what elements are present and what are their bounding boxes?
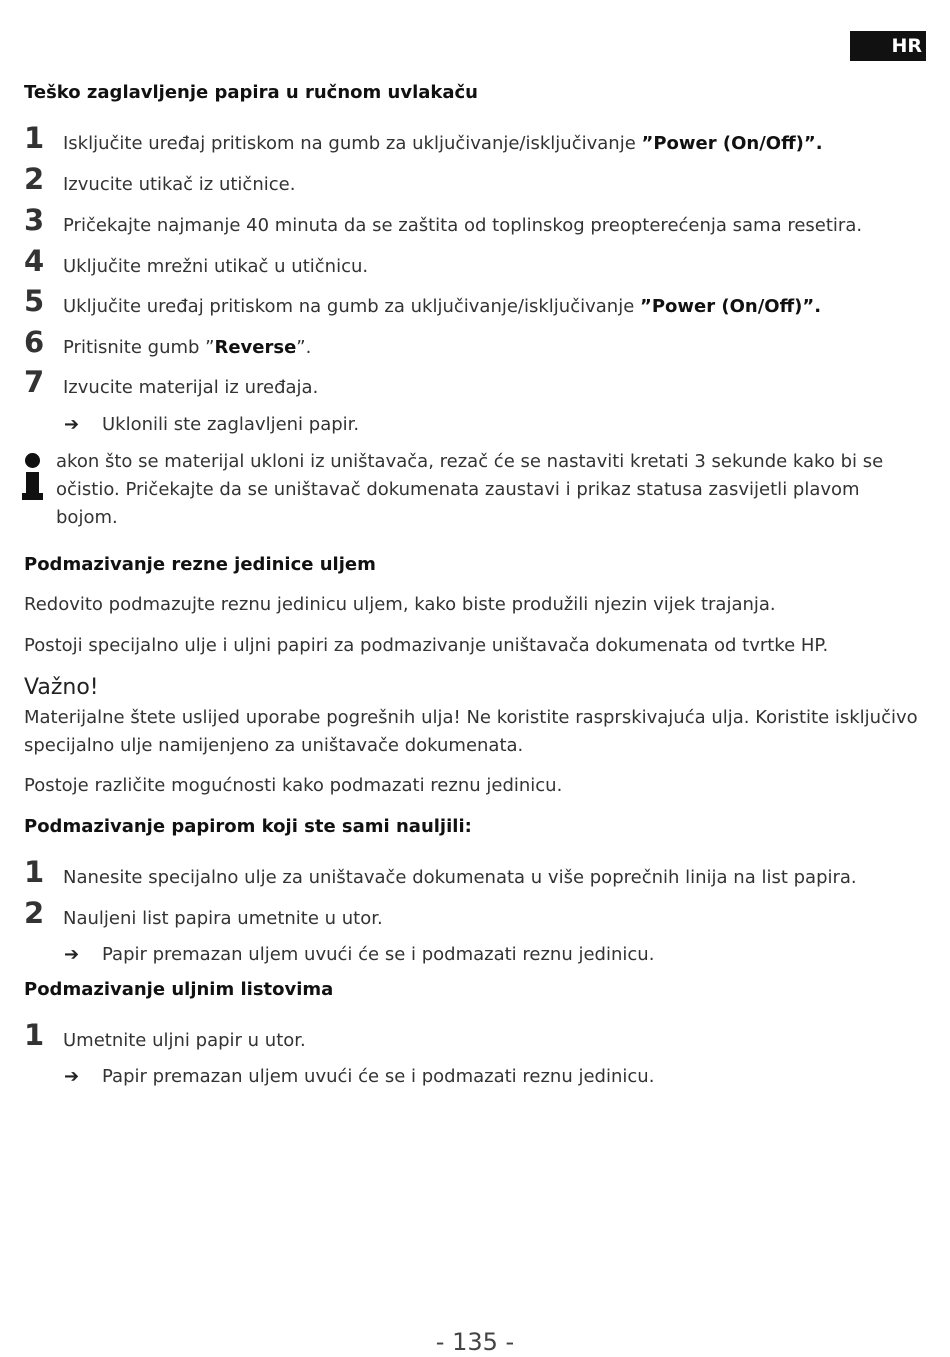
arrow-right-icon: ➔ bbox=[64, 944, 80, 965]
step-text: Uključite mrežni utikač u utičnicu. bbox=[63, 256, 369, 277]
section-title-heavy-jam: Teško zaglavljenje papira u ručnom uvlakaču bbox=[24, 82, 478, 103]
section-title-oil-sheets: Podmazivanje uljnim listovima bbox=[24, 979, 334, 1000]
step-text: Izvucite utikač iz utičnice. bbox=[63, 174, 296, 195]
step-text: Isključite uređaj pritiskom na gumb za uključivanje/isključivanje bbox=[63, 133, 642, 154]
important-title: Važno! bbox=[24, 675, 99, 700]
step-text: Pričekajte najmanje 40 minuta da se zaštita od toplinskog preopterećenja sama resetira. bbox=[63, 215, 863, 236]
result-line bbox=[64, 944, 654, 965]
step-number: 1 bbox=[24, 855, 45, 889]
step-number: 1 bbox=[24, 1018, 45, 1052]
arrow-right-icon: ➔ bbox=[64, 1066, 80, 1087]
step-text: Nanesite specijalno ulje za uništavače dokumenata u više poprečnih linija na list papira. bbox=[63, 867, 857, 888]
step-number: 2 bbox=[24, 896, 45, 930]
section-title-lubrication: Podmazivanje rezne jedinice uljem bbox=[24, 554, 376, 575]
page-number: - 135 - bbox=[435, 1328, 515, 1356]
result-text: Uklonili ste zaglavljeni papir. bbox=[102, 414, 360, 435]
step-number: 7 bbox=[24, 365, 45, 399]
step-text: Nauljeni list papira umetnite u utor. bbox=[63, 908, 383, 929]
step-number: 2 bbox=[24, 162, 45, 196]
important-text: Materijalne štete uslijed uporabe pogrešnih ulja! Ne koristite rasprskivajuća ulja. Koristite isključivo specijalno ulje namijenjeno za uništavače dokumenata. bbox=[24, 707, 918, 756]
paragraph: Postoje različite mogućnosti kako podmazati reznu jedinicu. bbox=[24, 775, 563, 796]
step-number: 1 bbox=[24, 121, 45, 155]
result-line bbox=[64, 1066, 654, 1087]
step-number: 4 bbox=[24, 244, 45, 278]
step-text-end: ”. bbox=[296, 337, 312, 358]
paragraph: Postoji specijalno ulje i uljni papiri za podmazivanje uništavača dokumenata od tvrtke HP. bbox=[24, 635, 829, 656]
result-text: Papir premazan uljem uvući će se i podmazati reznu jedinicu. bbox=[102, 1066, 655, 1087]
info-icon bbox=[22, 453, 44, 505]
step-text-bold: Reverse bbox=[214, 337, 297, 358]
step-number: 3 bbox=[24, 203, 45, 237]
step-text: Umetnite uljni papir u utor. bbox=[63, 1030, 306, 1051]
arrow-right-icon: ➔ bbox=[64, 414, 80, 435]
step-text-bold: ”Power (On/Off)”. bbox=[641, 133, 823, 154]
language-badge: HR bbox=[850, 31, 926, 61]
step-text: Pritisnite gumb ” bbox=[63, 337, 215, 358]
section-title-self-oiled-paper: Podmazivanje papirom koji ste sami nauljili: bbox=[24, 816, 472, 837]
result-text: Papir premazan uljem uvući će se i podmazati reznu jedinicu. bbox=[102, 944, 655, 965]
step-number: 5 bbox=[24, 284, 45, 318]
step-text-bold: ”Power (On/Off)”. bbox=[639, 296, 822, 317]
paragraph: Redovito podmazujte reznu jedinicu uljem, kako biste produžili njezin vijek trajanja. bbox=[24, 594, 776, 615]
step-number: 6 bbox=[24, 325, 45, 359]
info-note: akon što se materijal ukloni iz uništavača, rezač će se nastaviti kretati 3 sekunde kako bi se očistio. Pričekajte da se uništavač dokumenata zaustavi i prikaz statusa zasvijetli plavom bojom. bbox=[56, 451, 884, 528]
step-text: Uključite uređaj pritiskom na gumb za uključivanje/isključivanje bbox=[63, 296, 640, 317]
step-text: Izvucite materijal iz uređaja. bbox=[63, 377, 319, 398]
result-line bbox=[64, 414, 359, 435]
